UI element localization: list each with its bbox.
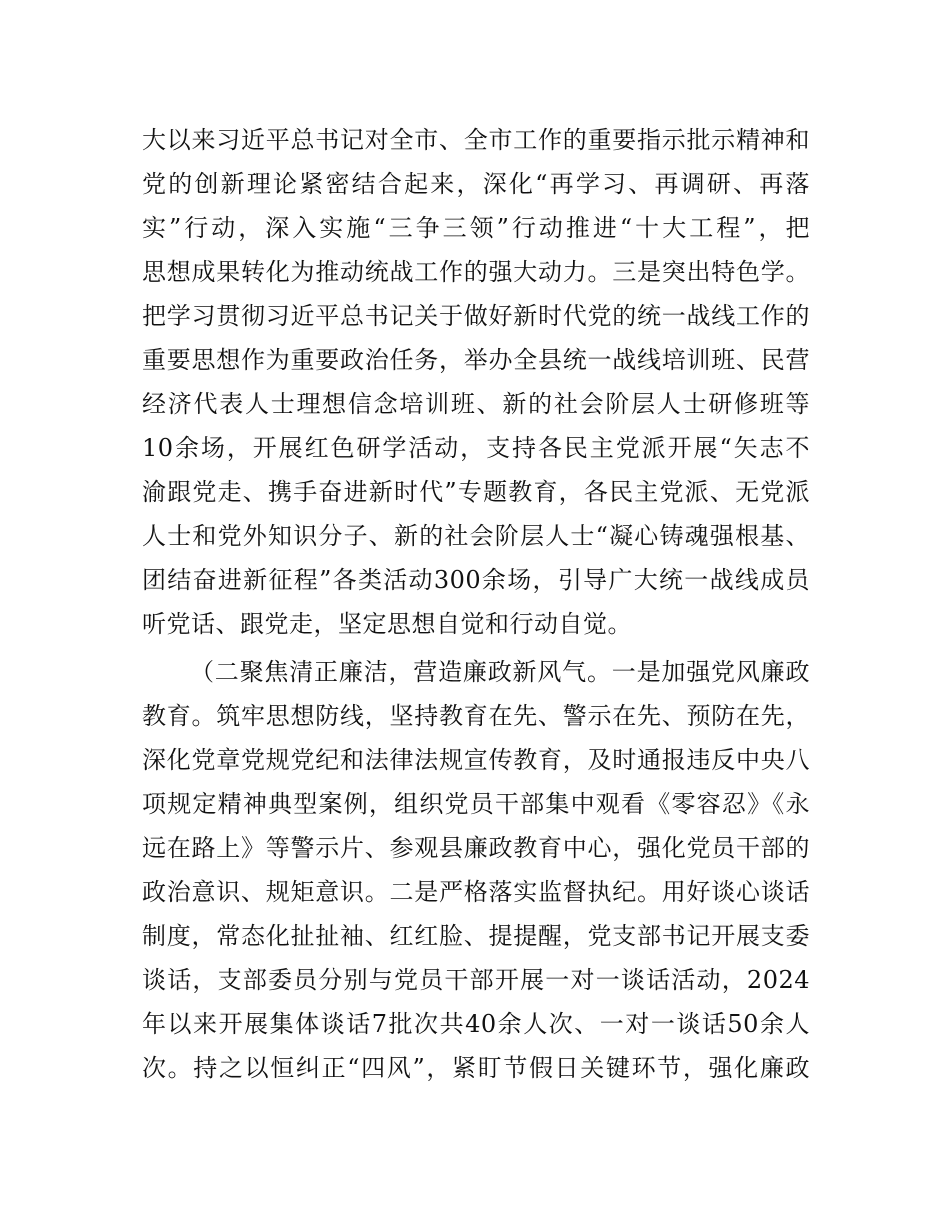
text-line: 年以来开展集体谈话7批次共40余人次、一对一谈话50余人 [142, 1010, 810, 1038]
text-line: 深化党章党规党纪和法律法规宣传教育，及时通报违反中央八 [142, 746, 810, 774]
text-line: 渝跟党走、携手奋进新时代”专题教育，各民主党派、无党派 [142, 478, 810, 506]
text-line: 人士和党外知识分子、新的社会阶层人士“凝心铸魂强根基、 [142, 522, 810, 550]
text-line: 10余场，开展红色研学活动，支持各民主党派开展“矢志不 [142, 434, 810, 462]
text-line: 实”行动，深入实施“三争三领”行动推进“十大工程”，把 [142, 214, 810, 242]
text-line: 大以来习近平总书记对全市、全市工作的重要指示批示精神和 [142, 126, 810, 154]
text-line: （二聚焦清正廉洁，营造廉政新风气。一是加强党风廉政 [190, 658, 810, 686]
text-line: 次。持之以恒纠正“四风”，紧盯节假日关键环节，强化廉政 [142, 1054, 810, 1082]
text-line: 思想成果转化为推动统战工作的强大动力。三是突出特色学。 [142, 258, 810, 286]
text-line: 政治意识、规矩意识。二是严格落实监督执纪。用好谈心谈话 [142, 878, 810, 906]
text-line: 谈话，支部委员分别与党员干部开展一对一谈话活动，2024 [142, 966, 810, 994]
text-line: 把学习贯彻习近平总书记关于做好新时代党的统一战线工作的 [142, 302, 810, 330]
text-line: 团结奋进新征程”各类活动300余场，引导广大统一战线成员 [142, 566, 810, 594]
text-line: 重要思想作为重要政治任务，举办全县统一战线培训班、民营 [142, 346, 810, 374]
text-line: 经济代表人士理想信念培训班、新的社会阶层人士研修班等 [142, 390, 810, 418]
text-line: 教育。筑牢思想防线，坚持教育在先、警示在先、预防在先， [142, 702, 810, 730]
text-line: 听党话、跟党走，坚定思想自觉和行动自觉。 [142, 610, 632, 638]
text-line: 远在路上》等警示片、参观县廉政教育中心，强化党员干部的 [142, 834, 810, 862]
paragraph-statement [142, 118, 810, 646]
text-line: 党的创新理论紧密结合起来，深化“再学习、再调研、再落 [142, 170, 810, 198]
text-line: 制度，常态化扯扯袖、红红脸、提提醒，党支部书记开展支委 [142, 922, 810, 950]
paragraph-integrity-section [142, 650, 810, 1090]
text-line: 项规定精神典型案例，组织党员干部集中观看《零容忍》《永 [142, 790, 810, 818]
